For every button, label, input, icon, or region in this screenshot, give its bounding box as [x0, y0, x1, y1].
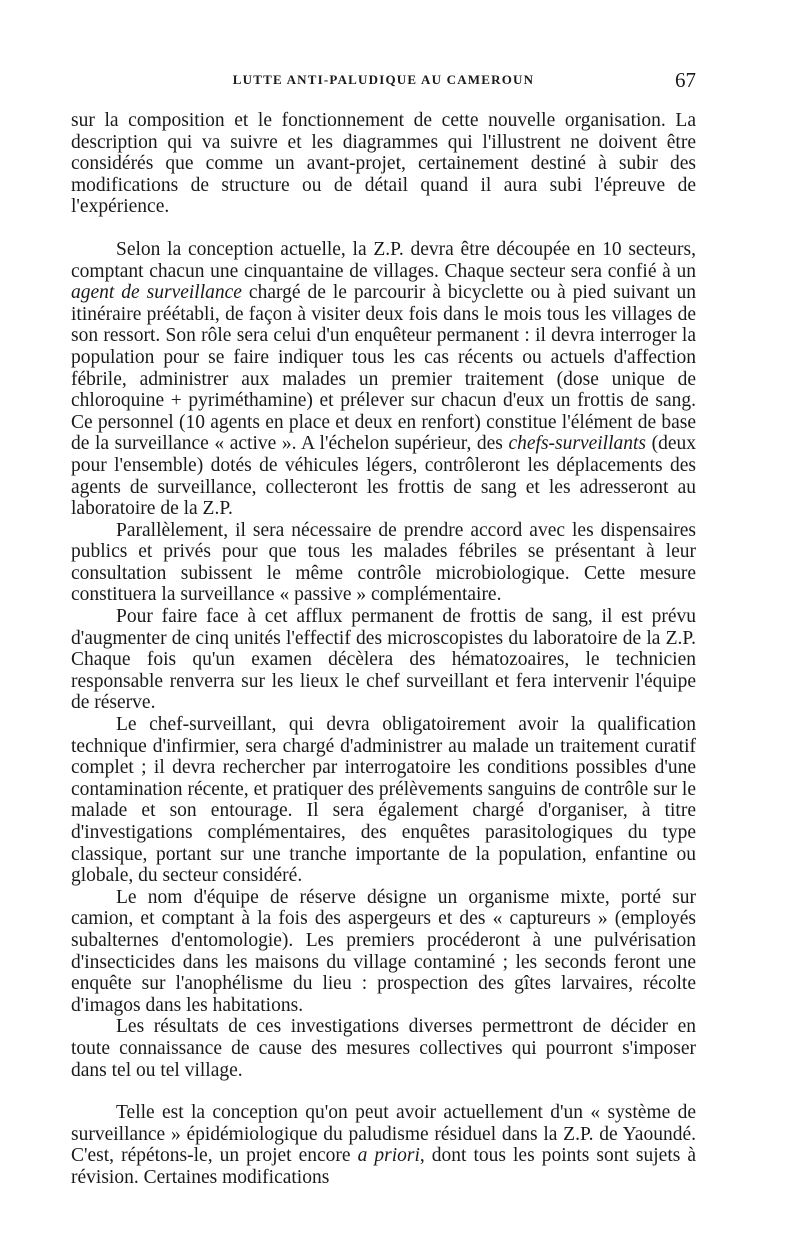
- running-title: LUTTE ANTI-PALUDIQUE AU CAMEROUN: [232, 72, 535, 87]
- page-header: [71, 68, 696, 98]
- paragraph-6: Le nom d'équipe de réserve désigne un organisme mixte, porté sur camion, et comptant à la fois des aspergeurs et des « captureurs » (employés subalternes d'entomologie). Les premiers procéderont à une pulvérisation d'insecticides dans les maisons du village contaminé ; les seconds feront une enquête sur l'anophélisme du lieu : prospection des gîtes larvaires, récolte d'imagos dans les habitations.: [71, 886, 696, 1016]
- paragraph-8-text-2: , dont tous les points sont sujets à révision. Certaines modifications: [71, 1145, 697, 1188]
- paragraph-8: [71, 1102, 696, 1188]
- document-page: [71, 68, 696, 1189]
- paragraph-3: Parallèlement, il sera nécessaire de prendre accord avec les dispensaires publics et privés pour que tous les malades fébriles se présentant à leur consultation subissent le même contrôle microbiologique. Cette mesure constituera la surveillance « passive » complémentaire.: [71, 519, 696, 606]
- paragraph-2-text-3: (deux pour l'ensemble) dotés de véhicules légers, contrôleront les déplacements des agents de surveillance, collecteront les frottis de sang et les adresseront au laboratoire de la Z.P.: [71, 433, 697, 520]
- paragraph-8-emphasis-1: a priori: [357, 1145, 420, 1167]
- paragraph-8-text-1: Telle est la conception qu'on peut avoir actuellement d'un « système de surveillance » épidémiologique du paludisme résiduel dans la Z.P. de Yaoundé. C'est, répétons-le, un projet encore: [71, 1102, 696, 1167]
- page-number: 67: [675, 68, 696, 92]
- paragraph-2-emphasis-2: chefs-surveillants: [508, 433, 647, 455]
- paragraph-2-text-1: Selon la conception actuelle, la Z.P. devra être découpée en 10 secteurs, comptant chacun une cinquantaine de villages. Chaque secteur sera confié à un: [71, 238, 696, 282]
- paragraph-5: Le chef-surveillant, qui devra obligatoirement avoir la qualification technique d'infirmier, sera chargé d'administrer au malade un traitement curatif complet ; il devra rechercher par interrogatoire les conditions possibles d'une contamination récente, et pratiquer des prélèvements sanguins de contrôle sur le malade et son entourage. Il sera également chargé d'organiser, à titre d'investigations complémentaires, des enquêtes parasitologiques du type classique, portant sur une tranche importante de la population, enfantine ou globale, du secteur considéré.: [71, 714, 696, 887]
- paragraph-7: Les résultats de ces investigations diverses permettront de décider en toute connaissance de cause des mesures collectives qui pourront s'imposer dans tel ou tel village.: [71, 1016, 696, 1081]
- paragraph-2-emphasis-1: agent de surveillance: [71, 282, 242, 304]
- paragraph-4: Pour faire face à cet afflux permanent de frottis de sang, il est prévu d'augmenter de cinq unités l'effectif des microscopistes du laboratoire de la Z.P. Chaque fois qu'un examen décèlera des hématozoaires, le technicien responsable renverra sur les lieux le chef surveillant et fera intervenir l'équipe de réserve.: [71, 606, 696, 714]
- paragraph-2: [71, 239, 696, 520]
- paragraph-2-text-2: chargé de le parcourir à bicyclette ou à pied suivant un itinéraire préétabli, de façon à visiter deux fois dans le mois tous les villages de son ressort. Son rôle sera celui d'un enquêteur permanent : il devra interroger la population pour se faire indiquer tous les cas récents ou actuels d'affection fébrile, administrer aux malades un premier traitement (dose unique de chloroquine + pyriméthamine) et prélever sur chacun d'eux un frottis de sang. Ce personnel (10 agents en place et deux en renfort) constitue l'élément de base de la surveillance « active ». A l'échelon supérieur, des: [71, 282, 697, 455]
- body-text: [71, 110, 696, 1189]
- paragraph-1: sur la composition et le fonctionnement de cette nouvelle organisation. La description qui va suivre et les diagrammes qui l'illustrent ne doivent être considérés que comme un avant-projet, certainement destiné à subir des modifications de structure ou de détail quand il aura subi l'épreuve de l'expérience.: [71, 110, 696, 218]
